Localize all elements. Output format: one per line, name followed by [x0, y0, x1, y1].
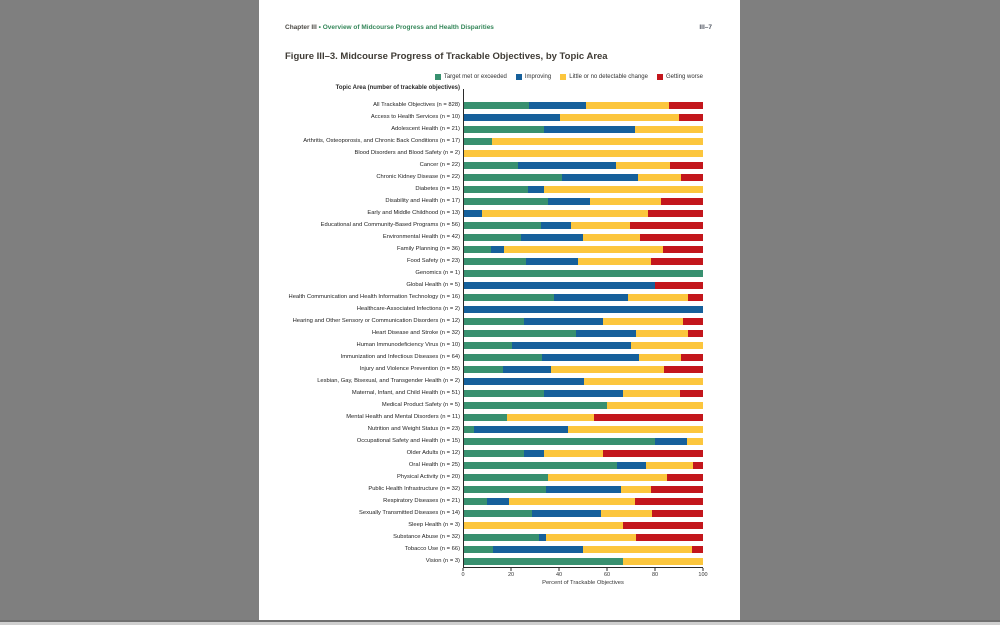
stacked-bar — [464, 210, 703, 217]
x-axis-tick-label: 0 — [461, 572, 465, 578]
legend-label: Little or no detectable change — [569, 74, 648, 80]
bar-segment-getting-worse — [651, 258, 703, 265]
table-row — [464, 195, 703, 207]
bar-segment-getting-worse — [692, 546, 703, 553]
bar-segment-target-met — [464, 354, 542, 361]
x-axis-tick — [463, 568, 464, 571]
table-row — [464, 219, 703, 231]
bar-segment-target-met — [464, 414, 507, 421]
topic-label: Blood Disorders and Blood Safety (n = 2) — [354, 150, 460, 156]
bar-segment-improving — [518, 162, 616, 169]
topic-label: Substance Abuse (n = 32) — [393, 534, 460, 540]
stacked-bar — [464, 486, 703, 493]
stacked-bar — [464, 342, 703, 349]
legend-swatch-getting-worse — [657, 74, 663, 80]
bar-segment-no-change — [638, 174, 681, 181]
y-axis-header: Topic Area (number of trackable objectives) — [335, 85, 460, 91]
topic-label: Respiratory Diseases (n = 21) — [383, 498, 460, 504]
stacked-bar — [464, 282, 703, 289]
topic-label: Diabetes (n = 15) — [415, 186, 460, 192]
bar-segment-no-change — [464, 522, 623, 529]
table-row — [464, 207, 703, 219]
table-row — [464, 327, 703, 339]
topic-label: Environmental Health (n = 42) — [382, 234, 460, 240]
x-axis-tick — [655, 568, 656, 571]
bar-segment-no-change — [551, 366, 664, 373]
table-row — [464, 447, 703, 459]
bar-segment-getting-worse — [670, 162, 703, 169]
x-axis-tick — [607, 568, 608, 571]
bar-segment-target-met — [464, 126, 544, 133]
topic-label: Early and Middle Childhood (n = 13) — [367, 210, 460, 216]
stacked-bar — [464, 402, 703, 409]
bar-segment-improving — [528, 186, 544, 193]
topic-label: Human Immunodeficiency Virus (n = 10) — [356, 342, 460, 348]
table-row — [464, 555, 703, 567]
bar-segment-getting-worse — [683, 318, 703, 325]
stacked-bar — [464, 186, 703, 193]
topic-label: Public Health Infrastructure (n = 32) — [368, 486, 460, 492]
bar-segment-getting-worse — [664, 366, 703, 373]
bar-segment-improving — [524, 450, 544, 457]
bar-segment-no-change — [544, 450, 604, 457]
table-row — [464, 531, 703, 543]
legend-swatch-target-met — [435, 74, 441, 80]
stacked-bar — [464, 246, 703, 253]
x-axis-tick — [559, 568, 560, 571]
bar-segment-no-change — [639, 354, 680, 361]
bar-segment-getting-worse — [681, 174, 703, 181]
bar-segment-no-change — [616, 162, 670, 169]
topic-label: Occupational Safety and Health (n = 15) — [356, 438, 460, 444]
stacked-bar — [464, 150, 703, 157]
bar-segment-improving — [546, 486, 621, 493]
bar-segment-target-met — [464, 270, 703, 277]
table-row — [464, 507, 703, 519]
table-row — [464, 375, 703, 387]
stacked-bar — [464, 294, 703, 301]
document-page — [259, 0, 740, 620]
bar-segment-target-met — [464, 174, 562, 181]
bar-segment-target-met — [464, 198, 548, 205]
table-row — [464, 183, 703, 195]
x-axis-label: Percent of Trackable Objectives — [542, 580, 624, 586]
stacked-bar — [464, 474, 703, 481]
table-row — [464, 471, 703, 483]
bar-segment-target-met — [464, 462, 617, 469]
bar-segment-target-met — [464, 510, 532, 517]
chart-legend — [435, 74, 703, 80]
bar-segment-improving — [532, 510, 600, 517]
bar-segment-improving — [464, 282, 655, 289]
legend-label: Getting worse — [665, 74, 703, 80]
topic-label: Mental Health and Mental Disorders (n = 11) — [346, 414, 460, 420]
table-row — [464, 315, 703, 327]
stacked-bar — [464, 102, 703, 109]
bar-segment-no-change — [546, 534, 636, 541]
table-row — [464, 147, 703, 159]
x-axis — [461, 568, 708, 580]
chapter-title: Overview of Midcourse Progress and Health Disparities — [322, 24, 494, 31]
legend-item-target-met — [435, 74, 507, 80]
bar-segment-improving — [544, 126, 635, 133]
bar-segment-no-change — [548, 474, 668, 481]
stacked-bar — [464, 558, 703, 565]
chapter-header — [285, 24, 494, 31]
bar-segment-no-change — [568, 426, 703, 433]
bar-segment-getting-worse — [669, 102, 703, 109]
topic-label: Cancer (n = 22) — [419, 162, 460, 168]
bar-segment-target-met — [464, 402, 607, 409]
table-row — [464, 423, 703, 435]
bar-segment-target-met — [464, 234, 521, 241]
bar-segment-getting-worse — [623, 522, 703, 529]
bar-segment-no-change — [482, 210, 647, 217]
stacked-bar — [464, 174, 703, 181]
stacked-bar — [464, 462, 703, 469]
bar-segment-getting-worse — [679, 114, 703, 121]
topic-label: Physical Activity (n = 20) — [397, 474, 460, 480]
bar-segment-no-change — [636, 330, 688, 337]
bar-segment-improving — [554, 294, 629, 301]
table-row — [464, 363, 703, 375]
bar-segment-target-met — [464, 558, 623, 565]
stacked-bar — [464, 330, 703, 337]
topic-label: Tobacco Use (n = 66) — [404, 546, 460, 552]
topic-label: Disability and Health (n = 17) — [385, 198, 460, 204]
bar-segment-target-met — [464, 138, 492, 145]
table-row — [464, 459, 703, 471]
stacked-bar — [464, 366, 703, 373]
bar-segment-improving — [544, 390, 624, 397]
table-row — [464, 351, 703, 363]
bar-segment-improving — [464, 210, 482, 217]
table-row — [464, 543, 703, 555]
topic-label: Injury and Violence Prevention (n = 55) — [359, 366, 460, 372]
topic-labels-column — [259, 89, 460, 567]
topic-label: Nutrition and Weight Status (n = 23) — [367, 426, 460, 432]
bar-segment-target-met — [464, 366, 503, 373]
bar-segment-getting-worse — [655, 282, 703, 289]
bar-segment-improving — [526, 258, 578, 265]
stacked-bar — [464, 318, 703, 325]
table-row — [464, 339, 703, 351]
stacked-bar — [464, 222, 703, 229]
table-row — [464, 255, 703, 267]
table-row — [464, 135, 703, 147]
bar-segment-target-met — [464, 498, 487, 505]
bar-segment-target-met — [464, 186, 528, 193]
table-row — [464, 123, 703, 135]
bar-segment-target-met — [464, 534, 539, 541]
stacked-bar — [464, 498, 703, 505]
bar-segment-improving — [464, 114, 560, 121]
topic-label: Healthcare-Associated Infections (n = 2) — [356, 306, 460, 312]
stacked-bar — [464, 450, 703, 457]
bar-segment-getting-worse — [648, 210, 703, 217]
plot-area — [463, 89, 703, 568]
topic-label: Global Health (n = 5) — [406, 282, 460, 288]
bar-segment-no-change — [628, 294, 688, 301]
bar-segment-getting-worse — [688, 330, 703, 337]
window-bottom-edge — [0, 620, 1000, 625]
bar-segment-improving — [491, 246, 504, 253]
topic-label: Adolescent Health (n = 21) — [391, 126, 460, 132]
bar-segment-no-change — [507, 414, 594, 421]
bar-segment-improving — [464, 378, 584, 385]
bar-segment-no-change — [578, 258, 651, 265]
topic-label: Educational and Community-Based Programs (n = 56) — [320, 222, 460, 228]
stacked-bar — [464, 354, 703, 361]
bar-segment-getting-worse — [630, 222, 703, 229]
stacked-bar — [464, 414, 703, 421]
bar-segment-getting-worse — [661, 198, 703, 205]
bar-segment-target-met — [464, 246, 491, 253]
legend-swatch-improving — [516, 74, 522, 80]
stacked-bar — [464, 162, 703, 169]
stacked-bar — [464, 306, 703, 313]
bar-segment-no-change — [583, 546, 692, 553]
bar-segment-no-change — [571, 222, 631, 229]
table-row — [464, 495, 703, 507]
stacked-bar — [464, 126, 703, 133]
bar-segment-target-met — [464, 294, 554, 301]
bar-segment-getting-worse — [680, 390, 703, 397]
bar-segment-no-change — [584, 378, 704, 385]
bar-segment-no-change — [623, 390, 679, 397]
bar-segment-getting-worse — [693, 462, 703, 469]
bar-segment-no-change — [607, 402, 703, 409]
legend-label: Target met or exceeded — [443, 74, 507, 80]
topic-label: Chronic Kidney Disease (n = 22) — [376, 174, 460, 180]
x-axis-tick-label: 80 — [651, 572, 659, 578]
bar-segment-target-met — [464, 162, 518, 169]
bar-segment-no-change — [603, 318, 683, 325]
stacked-bar — [464, 438, 703, 445]
bar-segment-no-change — [687, 438, 703, 445]
stacked-bar — [464, 390, 703, 397]
bar-segment-no-change — [621, 486, 651, 493]
page-number: III–7 — [699, 24, 712, 31]
table-row — [464, 399, 703, 411]
stacked-bar — [464, 546, 703, 553]
stacked-bar — [464, 114, 703, 121]
bar-segment-target-met — [464, 438, 655, 445]
table-row — [464, 411, 703, 423]
bar-segment-target-met — [464, 474, 548, 481]
topic-label: Heart Disease and Stroke (n = 32) — [371, 330, 460, 336]
table-row — [464, 519, 703, 531]
bar-segment-no-change — [509, 498, 634, 505]
bar-segment-no-change — [492, 138, 703, 145]
stacked-bar — [464, 534, 703, 541]
topic-label: Maternal, Infant, and Child Health (n = 51) — [351, 390, 460, 396]
stacked-bar — [464, 234, 703, 241]
bar-segment-target-met — [464, 222, 541, 229]
bar-segment-getting-worse — [640, 234, 703, 241]
topic-label: Genomics (n = 1) — [415, 270, 460, 276]
bar-segment-improving — [474, 426, 568, 433]
x-axis-tick-label: 40 — [555, 572, 563, 578]
x-axis-tick-label: 60 — [603, 572, 611, 578]
bar-segment-no-change — [464, 150, 703, 157]
stacked-bar — [464, 270, 703, 277]
table-row — [464, 159, 703, 171]
legend-swatch-no-change — [560, 74, 566, 80]
bar-segment-improving — [487, 498, 510, 505]
chapter-label: Chapter III — [285, 24, 317, 31]
bar-segment-no-change — [623, 558, 703, 565]
bar-segment-improving — [576, 330, 636, 337]
topic-label: Food Safety (n = 23) — [406, 258, 460, 264]
stacked-bar — [464, 198, 703, 205]
table-row — [464, 279, 703, 291]
bar-segment-improving — [539, 534, 546, 541]
bar-segment-improving — [521, 234, 584, 241]
bar-segment-getting-worse — [681, 354, 703, 361]
topic-label: Medical Product Safety (n = 5) — [381, 402, 460, 408]
topic-label: Sexually Transmitted Diseases (n = 14) — [358, 510, 460, 516]
bar-segment-target-met — [464, 330, 576, 337]
topic-label: Arthritis, Osteoporosis, and Chronic Back Conditions (n = 17) — [303, 138, 460, 144]
bar-segment-no-change — [583, 234, 640, 241]
table-row — [464, 99, 703, 111]
bar-segment-target-met — [464, 318, 524, 325]
bar-segment-getting-worse — [667, 474, 703, 481]
bar-segment-no-change — [590, 198, 660, 205]
legend-label: Improving — [524, 74, 552, 80]
bar-segment-no-change — [586, 102, 668, 109]
stacked-bar — [464, 426, 703, 433]
topic-label: Access to Health Services (n = 10) — [370, 114, 460, 120]
x-axis-tick-label: 100 — [698, 572, 708, 578]
bar-segment-target-met — [464, 546, 493, 553]
x-axis-tick — [511, 568, 512, 571]
bar-segment-target-met — [464, 258, 526, 265]
bar-segment-getting-worse — [636, 534, 703, 541]
bar-segment-target-met — [464, 426, 474, 433]
stacked-bar — [464, 138, 703, 145]
topic-label: Vision (n = 3) — [425, 558, 460, 564]
bar-segment-getting-worse — [663, 246, 703, 253]
topic-label: All Trackable Objectives (n = 828) — [373, 102, 460, 108]
table-row — [464, 303, 703, 315]
bar-segment-target-met — [464, 390, 544, 397]
bar-segment-improving — [542, 354, 639, 361]
stacked-bar — [464, 522, 703, 529]
stacked-bar — [464, 258, 703, 265]
bar-segment-improving — [655, 438, 687, 445]
topic-label: Lesbian, Gay, Bisexual, and Transgender Health (n = 2) — [317, 378, 460, 384]
bar-segment-no-change — [601, 510, 652, 517]
topic-label: Hearing and Other Sensory or Communication Disorders (n = 12) — [292, 318, 460, 324]
topic-label: Family Planning (n = 36) — [397, 246, 460, 252]
table-row — [464, 111, 703, 123]
bar-segment-improving — [548, 198, 590, 205]
table-row — [464, 387, 703, 399]
header-bullet: • — [318, 24, 321, 31]
stacked-bar — [464, 378, 703, 385]
bar-segment-no-change — [635, 126, 703, 133]
legend-item-improving — [516, 74, 551, 80]
table-row — [464, 243, 703, 255]
bar-segment-no-change — [646, 462, 694, 469]
bar-segment-getting-worse — [688, 294, 703, 301]
bar-segment-improving — [512, 342, 632, 349]
table-row — [464, 171, 703, 183]
bar-segment-target-met — [464, 102, 529, 109]
bar-segment-no-change — [504, 246, 663, 253]
bar-segment-getting-worse — [594, 414, 703, 421]
bar-segment-no-change — [631, 342, 703, 349]
bar-segment-improving — [617, 462, 646, 469]
table-row — [464, 291, 703, 303]
bar-segment-improving — [562, 174, 638, 181]
topic-label: Health Communication and Health Information Technology (n = 16) — [288, 294, 460, 300]
table-row — [464, 483, 703, 495]
bar-segment-improving — [529, 102, 586, 109]
topic-label: Older Adults (n = 12) — [406, 450, 460, 456]
topic-label: Oral Health (n = 25) — [408, 462, 460, 468]
figure-title: Figure III–3. Midcourse Progress of Trackable Objectives, by Topic Area — [285, 51, 608, 62]
table-row — [464, 267, 703, 279]
bar-segment-getting-worse — [603, 450, 703, 457]
bar-segment-getting-worse — [652, 510, 703, 517]
bar-segment-improving — [464, 306, 703, 313]
table-row — [464, 435, 703, 447]
page-header — [285, 24, 712, 31]
bar-segment-target-met — [464, 486, 546, 493]
bar-segment-no-change — [544, 186, 703, 193]
bar-segment-target-met — [464, 450, 524, 457]
bar-segment-target-met — [464, 342, 512, 349]
bar-segment-improving — [503, 366, 551, 373]
x-axis-tick — [703, 568, 704, 571]
bar-segment-improving — [541, 222, 571, 229]
topic-label: Immunization and Infectious Diseases (n = 64) — [340, 354, 460, 360]
bar-segment-no-change — [560, 114, 680, 121]
legend-item-getting-worse — [657, 74, 703, 80]
stacked-bar — [464, 510, 703, 517]
bar-segment-improving — [524, 318, 604, 325]
x-axis-tick-label: 20 — [507, 572, 515, 578]
bar-segment-getting-worse — [635, 498, 703, 505]
legend-item-no-change — [560, 74, 648, 80]
bar-segment-getting-worse — [651, 486, 703, 493]
bar-segment-improving — [493, 546, 584, 553]
topic-label: Sleep Health (n = 3) — [408, 522, 460, 528]
table-row — [464, 231, 703, 243]
